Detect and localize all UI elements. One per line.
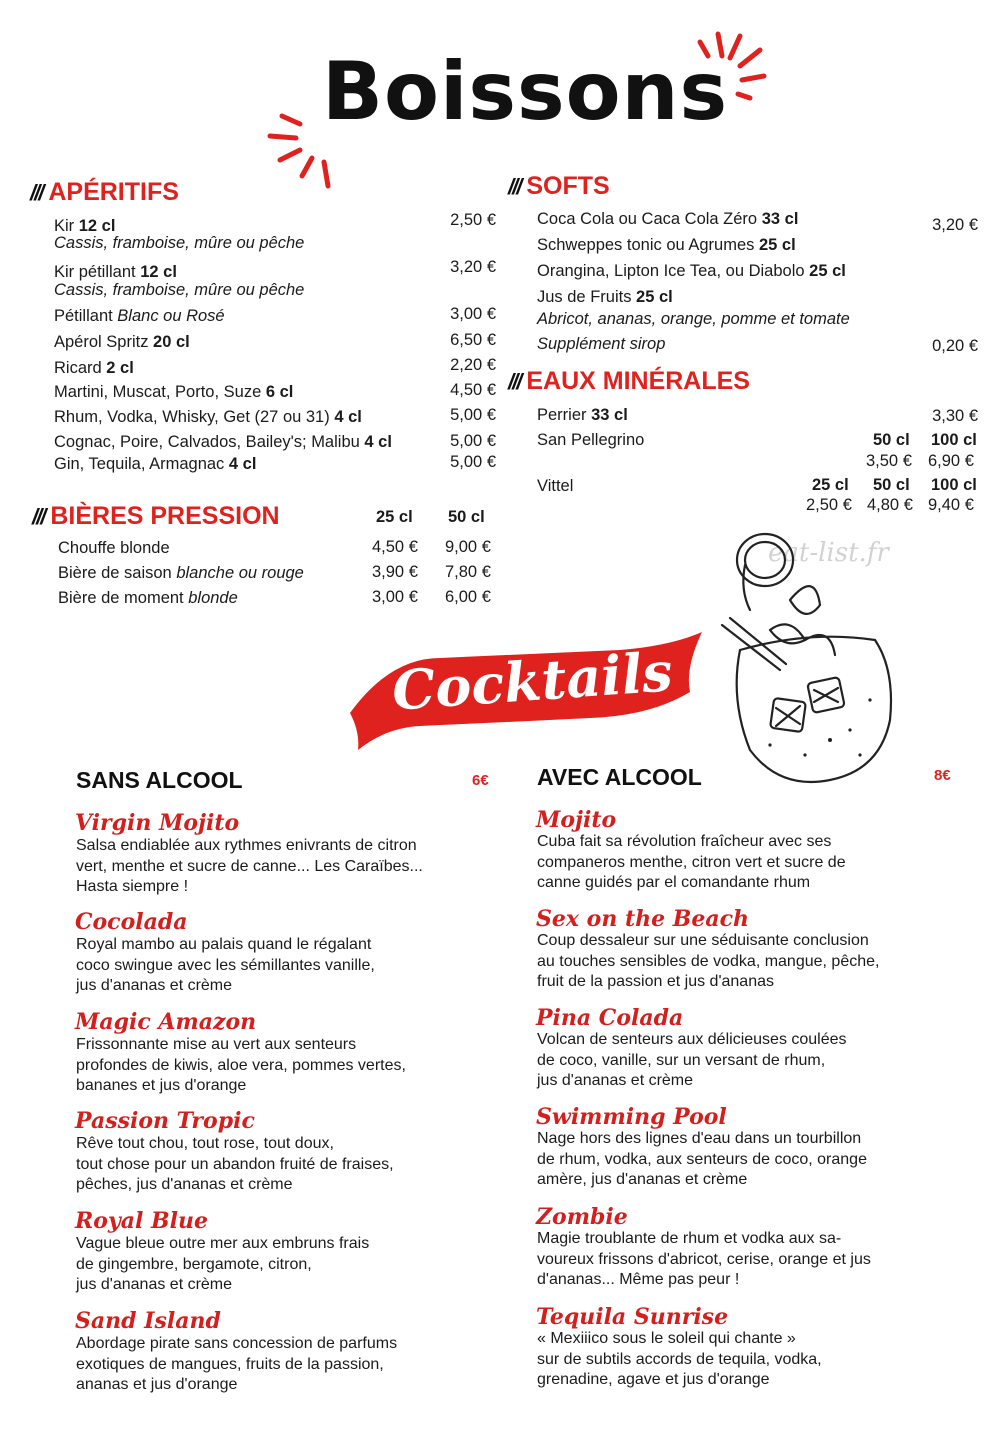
cocktail-name: Zombie — [536, 1204, 628, 1230]
bieres-heading — [32, 504, 280, 529]
slashes-icon: /// — [508, 173, 521, 199]
bieres-col-50: 50 cl — [448, 508, 485, 526]
cocktail-name: Sex on the Beach — [536, 906, 750, 932]
cocktail-desc: Abordage pirate sans concession de parfums exotiques de mangues, fruits de la passion, ananas et jus d'orange — [76, 1335, 398, 1393]
aperitif-size: 2 cl — [106, 359, 134, 377]
bieres-col-25: 25 cl — [376, 508, 413, 526]
biere-price-50: 7,80 € — [445, 563, 491, 581]
aperitif-name: Kir — [54, 217, 79, 235]
aperitifs-heading-label: APÉRITIFS — [48, 178, 179, 206]
aperitif-name: Cognac, Poire, Calvados, Bailey's; Malibu — [54, 433, 365, 451]
cocktail-name: Virgin Mojito — [75, 810, 240, 836]
soft-size: 25 cl — [636, 288, 673, 306]
slashes-icon: /// — [32, 503, 45, 529]
aperitif-item — [54, 218, 115, 235]
aperitif-name: Rhum, Vodka, Whisky, Get (27 ou 31) — [54, 408, 335, 426]
aperitif-size: 4 cl — [334, 408, 362, 426]
biere-name: Bière de saison — [58, 564, 177, 582]
page-title: Boissons — [322, 45, 729, 138]
cocktail-desc: Nage hors des lignes d'eau dans un tourbillon de rhum, vodka, aux senteurs de coco, orange amère, jus d'ananas et crème — [537, 1130, 867, 1188]
biere-price-25: 4,50 € — [372, 538, 418, 556]
slashes-icon: /// — [508, 368, 521, 394]
bieres-heading-label: BIÈRES PRESSION — [50, 502, 280, 530]
cocktail-desc: Volcan de senteurs aux délicieuses coulées de coco, vanille, sur un versant de rhum, jus d'ananas et crème — [537, 1031, 847, 1089]
cocktail-name: Tequila Sunrise — [536, 1304, 729, 1330]
aperitif-item — [54, 334, 190, 351]
perrier-size: 33 cl — [591, 406, 628, 424]
aperitif-price: 2,50 € — [450, 211, 496, 229]
vittel-col-100: 100 cl — [931, 476, 977, 494]
aperitif-item — [54, 264, 177, 281]
soft-item — [537, 289, 673, 306]
vittel-price-50: 4,80 € — [867, 496, 913, 514]
vittel-name: Vittel — [537, 477, 574, 495]
aperitif-size: Blanc ou Rosé — [117, 307, 225, 325]
cocktail-name: Swimming Pool — [536, 1104, 727, 1130]
cocktail-desc: Vague bleue outre mer aux embruns frais de gingembre, bergamote, citron, jus d'ananas et crème — [76, 1235, 370, 1293]
aperitif-item — [54, 409, 362, 426]
soft-name: Schweppes tonic ou Agrumes — [537, 236, 759, 254]
aperitif-size: 12 cl — [140, 263, 177, 281]
aperitif-item — [54, 384, 293, 401]
softs-price: 3,20 € — [932, 216, 978, 234]
soft-name: Jus de Fruits — [537, 288, 637, 306]
aperitifs-heading — [30, 180, 179, 205]
biere-style: blanche ou rouge — [176, 564, 304, 582]
biere-name: Bière de moment — [58, 589, 189, 607]
cocktail-glass-illustration — [710, 530, 910, 810]
vittel-price-25: 2,50 € — [806, 496, 852, 514]
perrier-item — [537, 407, 628, 424]
soft-size: 25 cl — [758, 236, 796, 254]
softs-heading — [508, 174, 610, 199]
aperitif-name: Kir pétillant — [54, 263, 141, 281]
biere-price-50: 6,00 € — [445, 588, 491, 606]
cocktail-name: Mojito — [536, 807, 617, 833]
pellegrino-price-100: 6,90 € — [928, 452, 974, 470]
perrier-price: 3,30 € — [932, 407, 978, 425]
avec-alcool-price: 8€ — [934, 767, 951, 784]
cocktail-name: Cocolada — [75, 909, 188, 935]
vittel-col-50: 50 cl — [873, 476, 910, 494]
watermark: eat-list.fr — [768, 538, 889, 568]
aperitif-price: 5,00 € — [450, 432, 496, 450]
perrier-name: Perrier — [537, 406, 592, 424]
biere-price-25: 3,90 € — [372, 563, 418, 581]
aperitif-name: Ricard — [54, 359, 107, 377]
aperitif-item — [54, 360, 134, 377]
avec-alcool-heading: AVEC ALCOOL — [537, 764, 702, 790]
cocktail-desc: Cuba fait sa révolution fraîcheur avec ses companeros menthe, citron vert et sucre de canne guidés par el comandante rhum — [537, 833, 846, 891]
sans-alcool-price: 6€ — [472, 772, 489, 789]
aperitif-price: 3,20 € — [450, 258, 496, 276]
aperitif-name: Apérol Spritz — [54, 333, 154, 351]
softs-sirop-price: 0,20 € — [932, 337, 978, 355]
cocktail-desc: Royal mambo au palais quand le régalant coco swingue avec les sémillantes vanille, jus d'ananas et crème — [76, 936, 375, 994]
cocktail-desc: Coup dessaleur sur une séduisante conclusion au touches sensibles de vodka, mangue, pêche, fruit de la passion et jus d'ananas — [537, 932, 880, 990]
aperitif-item — [54, 456, 256, 473]
eaux-heading-label: EAUX MINÉRALES — [526, 367, 750, 395]
sans-alcool-heading: SANS ALCOOL — [76, 767, 243, 793]
slashes-icon: /// — [30, 179, 43, 205]
aperitif-price: 4,50 € — [450, 381, 496, 399]
aperitif-size: 4 cl — [228, 455, 257, 473]
softs-heading-label: SOFTS — [526, 172, 610, 200]
soft-item — [537, 211, 798, 228]
soft-item — [537, 263, 846, 280]
pellegrino-col-50: 50 cl — [873, 431, 910, 449]
biere-name: Chouffe blonde — [58, 539, 170, 557]
biere-price-50: 9,00 € — [445, 538, 491, 556]
soft-size: 33 cl — [761, 210, 799, 228]
aperitif-price: 6,50 € — [450, 331, 496, 349]
cocktail-desc: Rêve tout chou, tout rose, tout doux, tout chose pour un abandon fruité de fraises, pêches, jus d'ananas et crème — [76, 1135, 394, 1193]
aperitif-name: Gin, Tequila, Armagnac — [54, 455, 229, 473]
pellegrino-price-50: 3,50 € — [866, 452, 912, 470]
aperitif-size: 4 cl — [364, 433, 392, 451]
aperitif-desc: Cassis, framboise, mûre ou pêche — [54, 281, 305, 299]
aperitif-desc: Cassis, framboise, mûre ou pêche — [54, 234, 305, 252]
cocktail-name: Pina Colada — [536, 1005, 684, 1031]
aperitif-size: 6 cl — [265, 383, 294, 401]
cocktail-name: Sand Island — [75, 1308, 221, 1334]
aperitif-name: Pétillant — [54, 307, 118, 325]
aperitif-item — [54, 434, 392, 451]
aperitif-price: 5,00 € — [450, 453, 496, 471]
eaux-heading — [508, 369, 750, 394]
aperitif-name: Martini, Muscat, Porto, Suze — [54, 383, 266, 401]
soft-size: 25 cl — [809, 262, 846, 280]
biere-price-25: 3,00 € — [372, 588, 418, 606]
cocktail-name: Magic Amazon — [75, 1009, 257, 1035]
cocktail-desc: « Mexiiico sous le soleil qui chante » sur de subtils accords de tequila, vodka, grenadine, agave et jus d'orange — [537, 1330, 822, 1388]
biere-item — [58, 565, 304, 582]
soft-name: Orangina, Lipton Ice Tea, ou Diabolo — [537, 262, 810, 280]
vittel-col-25: 25 cl — [812, 476, 849, 494]
biere-style: blonde — [188, 589, 238, 607]
aperitif-price: 2,20 € — [450, 356, 496, 374]
cocktail-desc: Frissonnante mise au vert aux senteurs profondes de kiwis, aloe vera, pommes vertes, bananes et jus d'orange — [76, 1036, 406, 1094]
soft-name: Coca Cola ou Caca Cola Zéro — [537, 210, 762, 228]
soft-item — [537, 237, 796, 254]
aperitif-price: 3,00 € — [450, 305, 496, 323]
vittel-price-100: 9,40 € — [928, 496, 974, 514]
softs-sirop: Supplément sirop — [537, 335, 666, 353]
biere-item — [58, 590, 238, 607]
cocktail-name: Passion Tropic — [75, 1108, 255, 1134]
aperitif-size: 20 cl — [153, 333, 190, 351]
pellegrino-name: San Pellegrino — [537, 431, 645, 449]
cocktails-banner-label: Cocktails — [390, 639, 675, 723]
softs-fruits-desc: Abricot, ananas, orange, pomme et tomate — [537, 310, 850, 328]
pellegrino-col-100: 100 cl — [931, 431, 977, 449]
aperitif-size: 12 cl — [78, 217, 116, 235]
cocktail-desc: Magie troublante de rhum et vodka aux sa- voureux frissons d'abricot, cerise, orange et jus d'ananas... Même pas peur ! — [537, 1230, 871, 1288]
cocktail-desc: Salsa endiablée aux rythmes enivrants de citron vert, menthe et sucre de canne... Les Caraïbes... Hasta siempre ! — [76, 837, 423, 895]
cocktail-name: Royal Blue — [75, 1208, 208, 1234]
aperitif-item — [54, 308, 225, 325]
biere-item — [58, 540, 170, 557]
aperitif-price: 5,00 € — [450, 406, 496, 424]
